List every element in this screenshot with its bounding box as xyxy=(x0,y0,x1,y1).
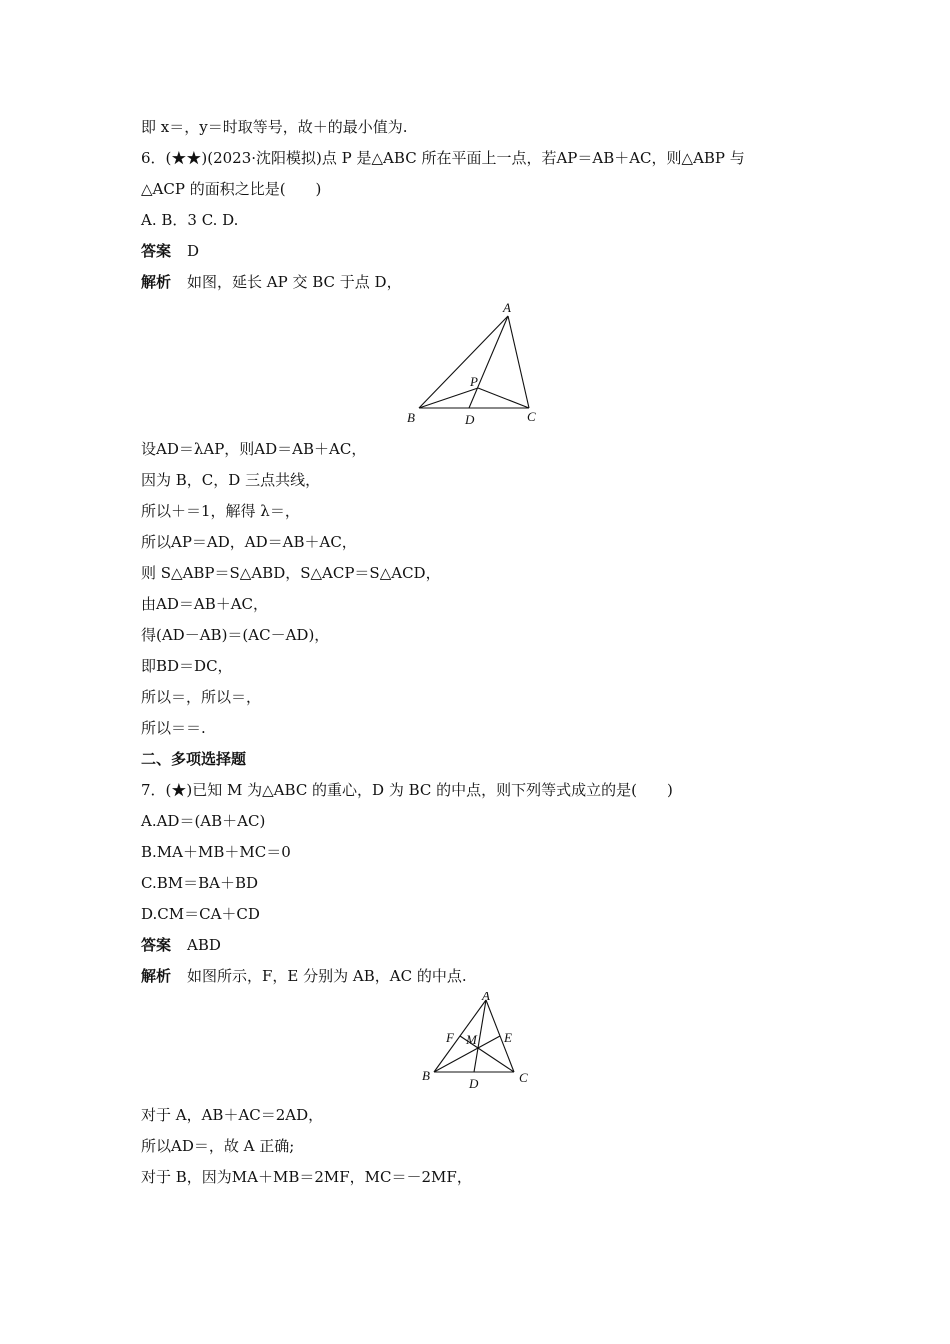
solution-line: 所以AP＝AD，AD＝AB＋AC， xyxy=(141,533,357,551)
option-c: C.BM＝BA＋BD xyxy=(141,874,258,892)
solution-line: 即BD＝DC， xyxy=(141,657,233,675)
answer-6 xyxy=(141,236,821,267)
point-label-e: E xyxy=(504,1030,512,1045)
point-label-a: A xyxy=(482,992,490,1003)
segment-bp xyxy=(419,388,478,408)
point-label-d: D xyxy=(469,1076,479,1091)
section-heading: 二、多项选择题 xyxy=(141,750,247,768)
point-label-b: B xyxy=(407,410,415,425)
solution-line: 则 S△ABP＝S△ABD，S△ACP＝S△ACD， xyxy=(141,564,441,582)
solution-line: 所以＝＝. xyxy=(141,719,206,737)
solution-line: 对于 B，因为MA＋MB＝2MF，MC＝－2MF， xyxy=(141,1168,472,1186)
figure-centroid xyxy=(141,992,821,1100)
option-b: B.MA＋MB＋MC＝0 xyxy=(141,843,291,861)
solution-label: 解析 xyxy=(141,273,172,291)
point-label-d: D xyxy=(465,412,475,427)
document-page xyxy=(141,112,821,1193)
solution-6 xyxy=(141,267,821,298)
question-7: 7．(★)已知 M 为△ABC 的重心，D 为 BC 的中点，则下列等式成立的是( ) xyxy=(141,781,673,799)
point-label-f: F xyxy=(446,1030,454,1045)
text-line: 即 x＝，y＝时取等号，故＋的最小值为. xyxy=(141,118,408,136)
edge-ac xyxy=(508,316,529,408)
question-6-line-2: △ACP 的面积之比是( ) xyxy=(141,180,322,198)
segment-ad xyxy=(469,316,508,408)
point-label-c: C xyxy=(519,1070,528,1085)
answer-value: ABD xyxy=(187,936,221,954)
solution-line: 得(AD－AB)＝(AC－AD)， xyxy=(141,626,330,644)
solution-line: 因为 B，C，D 三点共线， xyxy=(141,471,321,489)
question-6-options: A. B．3 C. D. xyxy=(141,211,239,229)
solution-line: 对于 A，AB＋AC＝2AD， xyxy=(141,1106,324,1124)
point-label-b: B xyxy=(422,1068,430,1083)
point-label-c: C xyxy=(527,409,536,424)
triangle-diagram-2 xyxy=(416,992,546,1100)
option-a: A.AD＝(AB＋AC) xyxy=(141,812,266,830)
point-label-m: M xyxy=(466,1032,477,1047)
solution-label: 解析 xyxy=(141,967,172,985)
point-label-p: P xyxy=(470,374,478,389)
solution-text: 如图所示，F，E 分别为 AB，AC 的中点. xyxy=(187,967,467,985)
solution-line: 设AD＝λAP，则AD＝AB＋AC， xyxy=(141,440,367,458)
segment-pc xyxy=(478,388,529,408)
answer-7 xyxy=(141,930,821,961)
answer-label: 答案 xyxy=(141,242,172,260)
answer-label: 答案 xyxy=(141,936,172,954)
figure-triangle-abc-p xyxy=(141,298,821,434)
solution-line: 所以＋＝1，解得 λ＝， xyxy=(141,502,300,520)
option-d: D.CM＝CA＋CD xyxy=(141,905,260,923)
solution-7 xyxy=(141,961,821,992)
solution-line: 由AD＝AB＋AC， xyxy=(141,595,269,613)
solution-line: 所以AD＝，故 A 正确; xyxy=(141,1137,295,1155)
solution-text: 如图，延长 AP 交 BC 于点 D， xyxy=(187,273,402,291)
answer-value: D xyxy=(187,242,200,260)
triangle-diagram-1 xyxy=(401,298,561,434)
question-6-line-1: 6．(★★)(2023·沈阳模拟)点 P 是△ABC 所在平面上一点，若AP＝AB＋AC，则△ABP 与 xyxy=(141,149,745,167)
solution-line: 所以＝，所以＝， xyxy=(141,688,262,706)
point-label-a: A xyxy=(503,300,511,315)
